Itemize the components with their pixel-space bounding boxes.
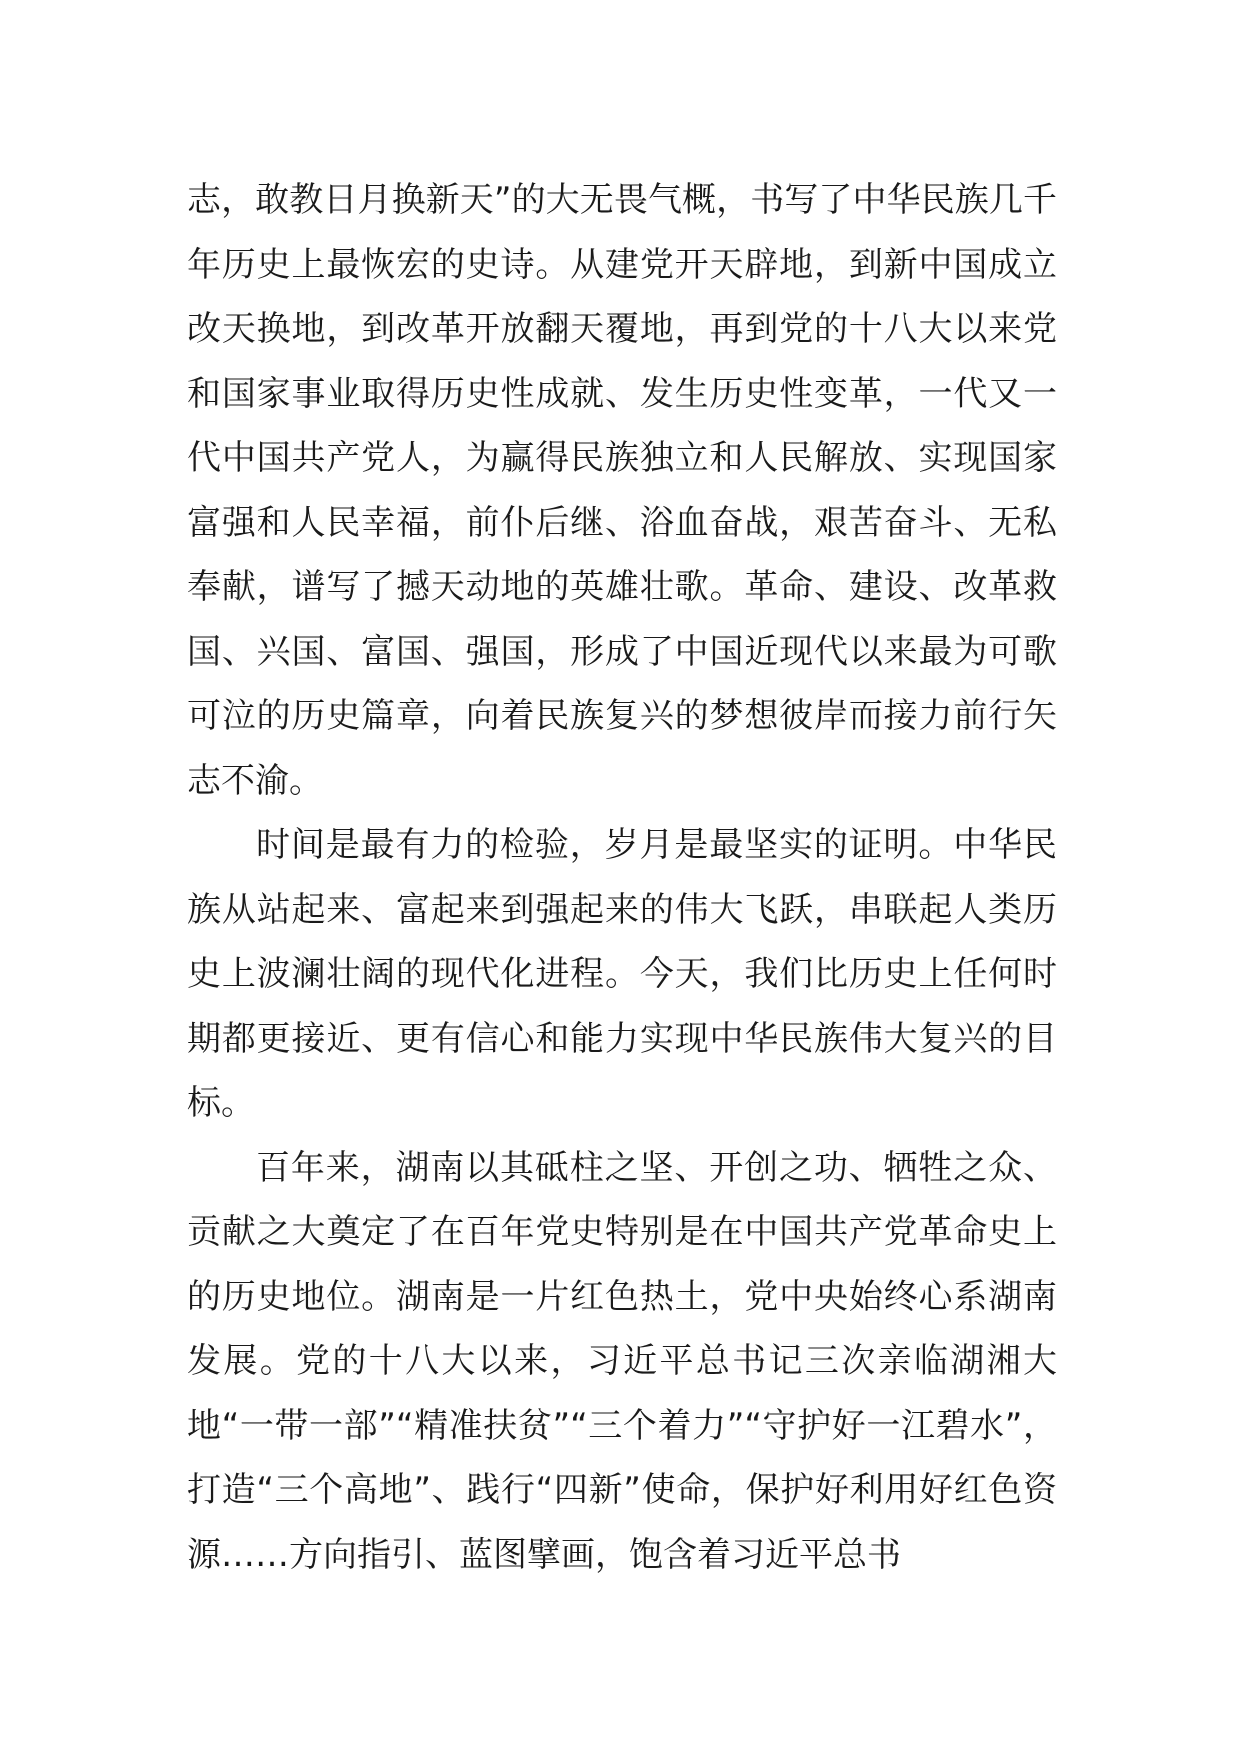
paragraph-1: 志，敢教日月换新天”的大无畏气概，书写了中华民族几千年历史上最恢宏的史诗。从建党开天辟地，到新中国成立改天换地，到改革开放翻天覆地，再到党的十八大以来党和国家事业取得历史性成就、发生历史性变革，一代又一代中国共产党人，为赢得民族独立和人民解放、实现国家富强和人民幸福，前仆后继、浴血奋战，艰苦奋斗、无私奉献，谱写了撼天动地的英雄壮歌。革命、建设、改革救国、兴国、富国、强国，形成了中国近现代以来最为可歌可泣的历史篇章，向着民族复兴的梦想彼岸而接力前行矢志不渝。: [187, 180, 1057, 801]
paragraph-2: 时间是最有力的检验，岁月是最坚实的证明。中华民族从站起来、富起来到强起来的伟大飞跃，串联起人类历史上波澜壮阔的现代化进程。今天，我们比历史上任何时期都更接近、更有信心和能力实现中华民族伟大复兴的目标。: [187, 825, 1057, 1123]
body-text: [187, 168, 1057, 1587]
paragraph-3: 百年来，湖南以其砥柱之坚、开创之功、牺牲之众、贡献之大奠定了在百年党史特别是在中国共产党革命史上的历史地位。湖南是一片红色热土，党中央始终心系湖南发展。党的十八大以来，习近平总书记三次亲临湖湘大地“一带一部”“精准扶贫”“三个着力”“守护好一江碧水”，打造“三个高地”、践行“四新”使命，保护好利用好红色资源……方向指引、蓝图擘画，饱含着习近平总书: [187, 1147, 1057, 1575]
